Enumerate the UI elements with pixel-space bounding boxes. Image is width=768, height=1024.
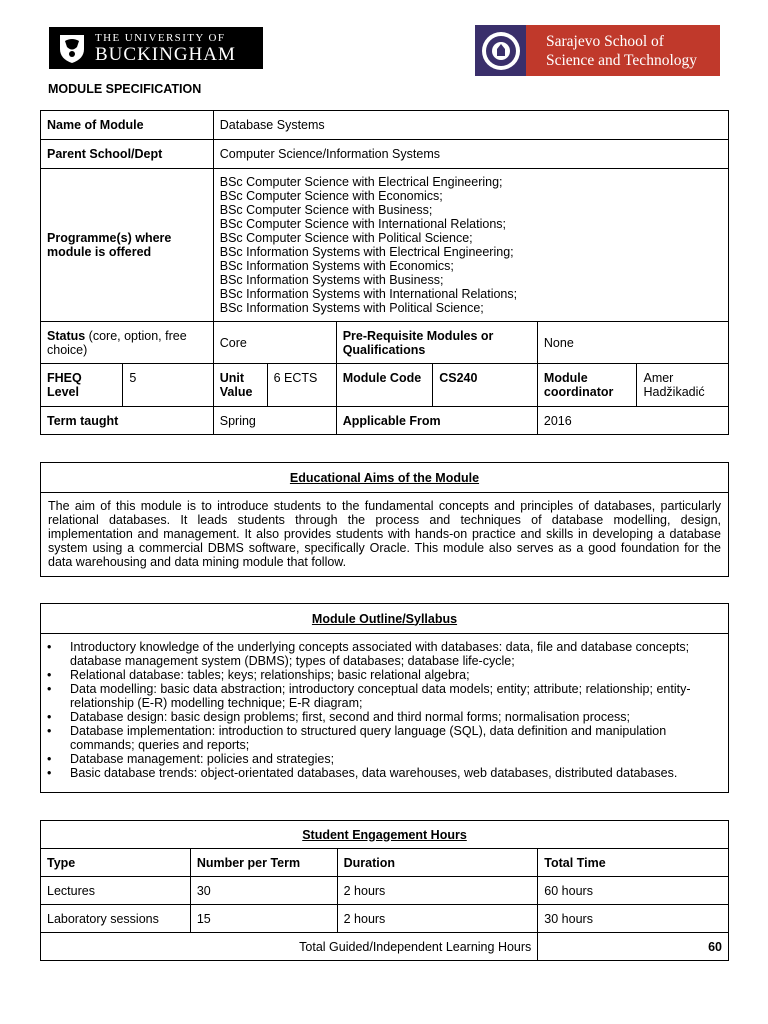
syllabus-item-text: Database implementation: introduction to structured query language (SQL), data definition and manipulation commands; queries and reports; [70, 724, 667, 752]
university-of-buckingham-logo [49, 27, 263, 69]
list-item [47, 682, 728, 710]
ssst-logo [475, 25, 720, 76]
table-row [41, 111, 729, 140]
unit-label: Unit Value [213, 364, 267, 407]
total-label: Total Guided/Independent Learning Hours [41, 933, 538, 961]
programme-item: BSc Information Systems with Political Science; [219, 301, 484, 315]
programme-item: BSc Information Systems with Business; [219, 273, 444, 287]
bullet-icon: • [47, 710, 52, 724]
list-item [47, 640, 728, 668]
syllabus-list [41, 640, 728, 780]
bullet-icon: • [47, 766, 52, 780]
table-row [41, 140, 729, 169]
programmes-value [213, 169, 728, 322]
programme-item: BSc Computer Science with Electrical Engineering; [219, 175, 503, 189]
coordinator-value: Amer Hadžikadić [637, 364, 729, 407]
programme-item: BSc Information Systems with Economics; [219, 259, 454, 273]
status-label-rest: (core, option, free choice) [47, 328, 187, 357]
aims-text: The aim of this module is to introduce students to the fundamental concepts and principles of databases, particularly relational databases. It leads students through the process and techniques of database modelling, design, implementation and management. It also provides students with hands-on practice and skills in developing a database system using a commercial DBMS software, specifically Oracle. This module also serves as a good foundation for the data warehousing and data mining module that follow. [48, 499, 721, 569]
column-header: Number per Term [190, 849, 337, 877]
table-header-row [41, 849, 729, 877]
table-cell: 60 hours [538, 877, 729, 905]
aims-heading: Educational Aims of the Module [41, 463, 728, 493]
status-label-bold: Status [47, 328, 86, 343]
programme-item: BSc Computer Science with International Relations; [219, 217, 507, 231]
prereq-value: None [537, 322, 728, 364]
code-value: CS240 [433, 364, 538, 407]
code-label: Module Code [336, 364, 433, 407]
term-value: Spring [213, 407, 336, 435]
educational-aims-section [40, 462, 729, 577]
table-row [41, 322, 729, 364]
table-cell: Lectures [41, 877, 191, 905]
programme-item: BSc Computer Science with Business; [219, 203, 433, 217]
ssst-line-2: Science and Technology [546, 51, 697, 69]
bullet-icon: • [47, 640, 52, 654]
list-item [47, 710, 728, 724]
bullet-icon: • [47, 668, 52, 682]
module-spec-table [40, 110, 729, 435]
engagement-hours-table [40, 820, 729, 961]
list-item [47, 668, 728, 682]
syllabus-item-text: Database design: basic design problems; first, second and third normal forms; normalisation process; [70, 710, 630, 724]
fheq-value: 5 [123, 364, 213, 407]
programmes-label: Programme(s) where module is offered [41, 169, 214, 322]
term-label: Term taught [41, 407, 214, 435]
table-cell: 30 hours [538, 905, 729, 933]
syllabus-item-text: Relational database: tables; keys; relationships; basic relational algebra; [70, 668, 470, 682]
table-row [41, 877, 729, 905]
outline-heading: Module Outline/Syllabus [41, 604, 728, 634]
name-label: Name of Module [41, 111, 214, 140]
syllabus-item-text: Introductory knowledge of the underlying concepts associated with databases: data, file and database concepts; database management system (DBMS); types of databases; database life-cycle; [70, 640, 690, 668]
total-value: 60 [538, 933, 729, 961]
table-row [41, 169, 729, 322]
coordinator-label: Module coordinator [537, 364, 637, 407]
applicable-value: 2016 [537, 407, 728, 435]
table-row [41, 905, 729, 933]
applicable-label: Applicable From [336, 407, 537, 435]
syllabus-item-text: Data modelling: basic data abstraction; introductory conceptual data models; entity; attribute; relationship; entity-relationship (E-R) modelling technique; E-R diagram; [70, 682, 691, 710]
ssst-line-1: Sarajevo School of [546, 32, 664, 50]
name-value: Database Systems [213, 111, 728, 140]
parent-label: Parent School/Dept [41, 140, 214, 169]
logo-line-2: BUCKINGHAM [95, 43, 236, 65]
status-label [41, 322, 214, 364]
crest-icon [57, 32, 87, 64]
list-item [47, 752, 728, 766]
seal-icon [475, 25, 526, 76]
table-cell: Laboratory sessions [41, 905, 191, 933]
table-cell: 2 hours [337, 905, 538, 933]
unit-value: 6 ECTS [267, 364, 336, 407]
table-row [41, 407, 729, 435]
table-cell: 15 [190, 905, 337, 933]
table-row [41, 933, 729, 961]
list-item [47, 766, 728, 780]
programme-item: BSc Computer Science with Political Science; [219, 231, 473, 245]
page-title: MODULE SPECIFICATION [48, 82, 202, 96]
status-value: Core [213, 322, 336, 364]
column-header: Duration [337, 849, 538, 877]
syllabus-item-text: Database management: policies and strategies; [70, 752, 335, 766]
syllabus-item-text: Basic database trends: object-orientated databases, data warehouses, web databases, distributed databases. [70, 766, 678, 780]
hours-heading: Student Engagement Hours [41, 821, 729, 849]
column-header: Type [41, 849, 191, 877]
bullet-icon: • [47, 752, 52, 766]
programme-item: BSc Computer Science with Economics; [219, 189, 443, 203]
fheq-label: FHEQ Level [41, 364, 123, 407]
table-cell: 30 [190, 877, 337, 905]
programme-item: BSc Information Systems with International Relations; [219, 287, 518, 301]
table-cell: 2 hours [337, 877, 538, 905]
table-row [41, 364, 729, 407]
table-row [41, 821, 729, 849]
programme-item: BSc Information Systems with Electrical Engineering; [219, 245, 514, 259]
bullet-icon: • [47, 724, 52, 738]
column-header: Total Time [538, 849, 729, 877]
prereq-label: Pre-Requisite Modules or Qualifications [336, 322, 537, 364]
logo-line-1: THE UNIVERSITY OF [95, 31, 226, 44]
list-item [47, 724, 728, 752]
module-outline-section [40, 603, 729, 793]
bullet-icon: • [47, 682, 52, 696]
parent-value: Computer Science/Information Systems [213, 140, 728, 169]
